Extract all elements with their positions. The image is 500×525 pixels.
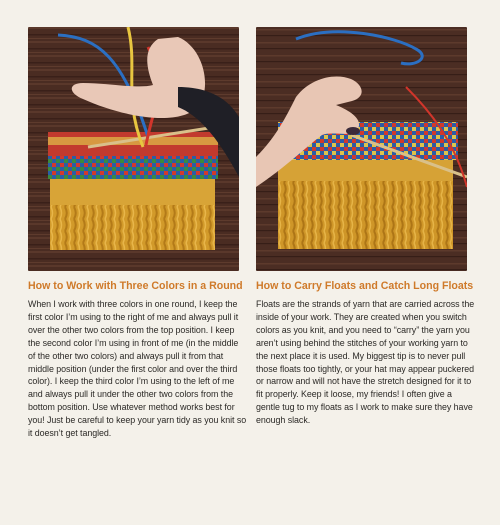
floats-section	[256, 280, 476, 427]
floats-heading: How to Carry Floats and Catch Long Floats	[256, 280, 474, 292]
three-colors-section	[28, 280, 248, 440]
photo-knitting-three-colors-icon	[28, 27, 239, 271]
knitting-floats-photo	[256, 27, 467, 271]
three-colors-heading: How to Work with Three Colors in a Round	[28, 280, 243, 292]
three-colors-body: When I work with three colors in one round, I keep the first color I’m using to the right of me and always pull it over the other two colors from the top position. I keep the second color I’m using in front of me (in the middle of the other two colors) and always pull it from that middle position (under the first color and over the third color). I keep the third color I’m using to the left of me and always pull it under the other two colors from the bottom position. Use whatever method works best for you! Just be careful to keep your yarn tidy as you knit so it doesn’t get tangled.	[28, 299, 247, 439]
knitting-three-colors-photo	[28, 27, 239, 271]
floats-body: Floats are the strands of yarn that are carried across the inside of your work. They are created when you switch colors as you knit, and you need to “carry” the yarn you aren’t using behind the stitches of your working yarn to the next place it is used. My biggest tip is to never pull those floats too tightly, or your hat may appear puckered or narrow and will not have the stretch designed for it to fit properly. Keep it loose, my friends! I often give a gentle tug to my floats as I work to make sure they have enough slack.	[256, 299, 475, 426]
photo-knitting-floats-icon	[256, 27, 467, 271]
